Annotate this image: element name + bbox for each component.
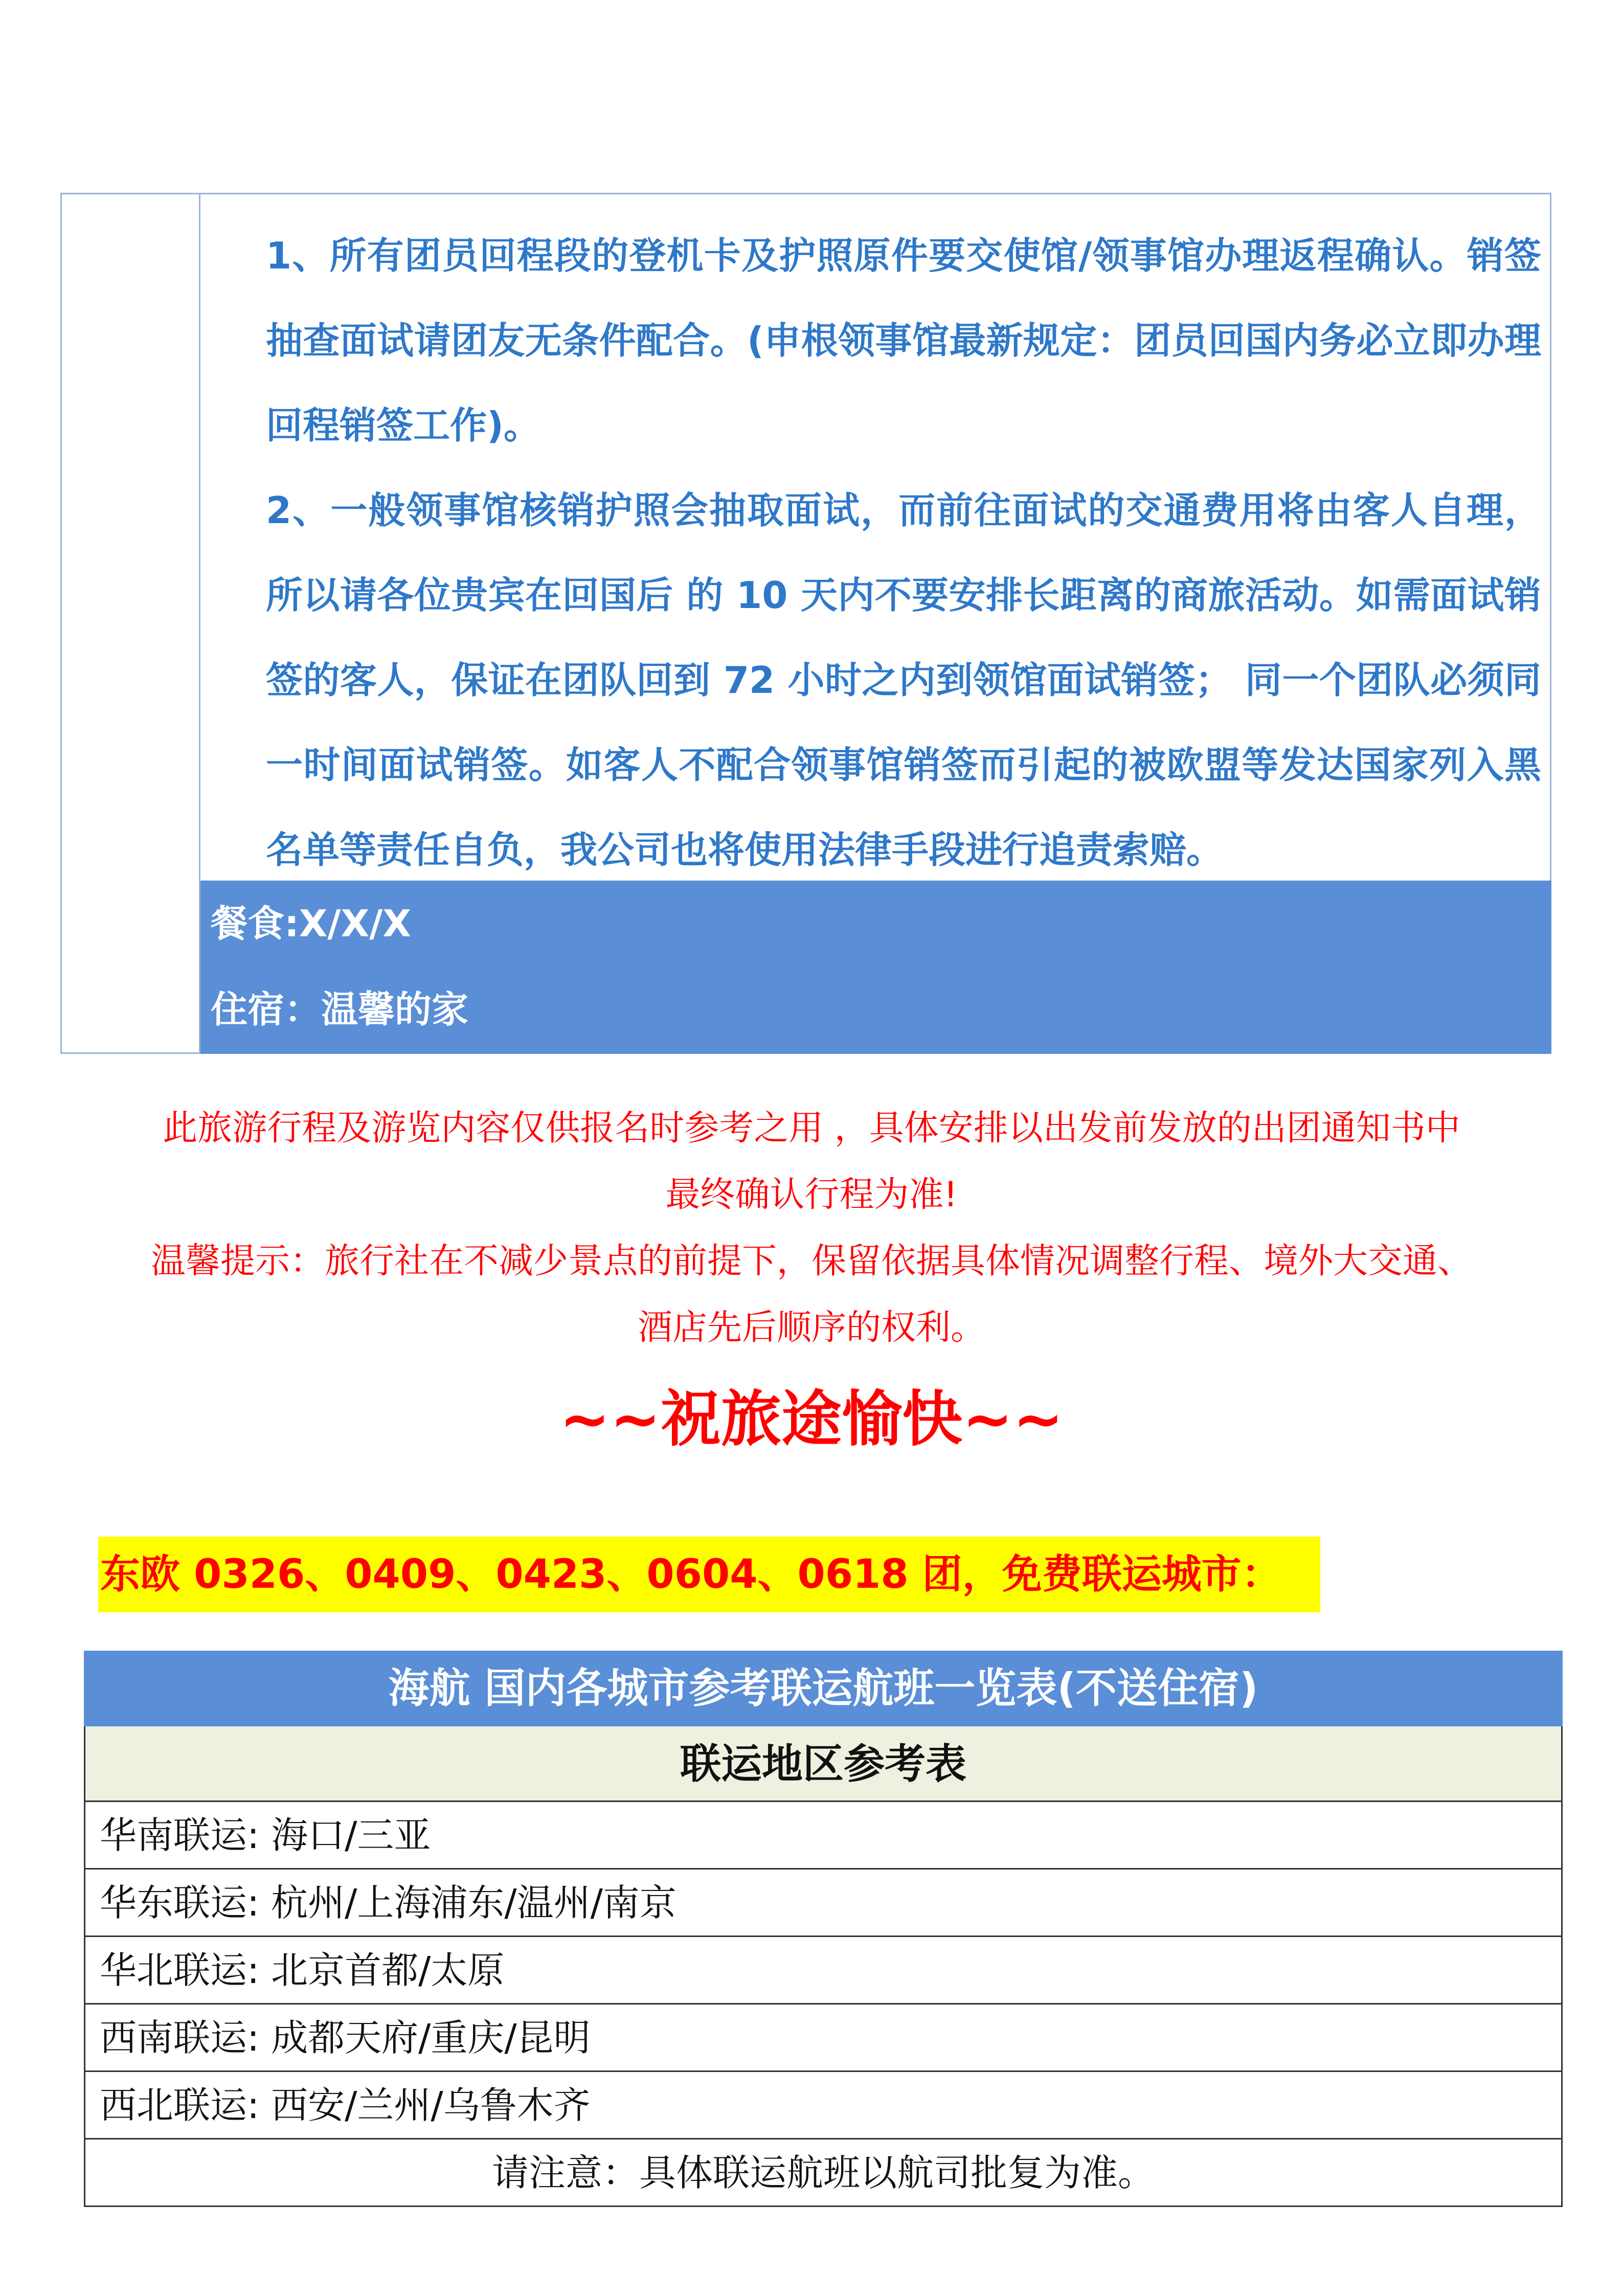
disclaimer-line-4: 酒店先后顺序的权利。 xyxy=(637,1308,985,1348)
region-row-east: 华东联运: 杭州/上海浦东/温州/南京 xyxy=(84,1870,1563,1937)
region-row-northwest: 西北联运: 西安/兰州/乌鲁木齐 xyxy=(84,2072,1563,2140)
visa-note-1: 1、所有团员回程段的登机卡及护照原件要交使馆/领事馆办理返程确认。销签抽查面试请团友无条件配合。(申根领事馆最新规定：团员回国内务必立即办理回程销签工作)。 xyxy=(266,234,1541,447)
free-connection-cities-header: 东欧 0326、0409、0423、0604、0618 团，免费联运城市： xyxy=(98,1537,1320,1612)
lodging-text: 住宿：温馨的家 xyxy=(211,988,469,1031)
region-row-south: 华南联运: 海口/三亚 xyxy=(84,1802,1563,1870)
farewell-text: ~~祝旅途愉快~~ xyxy=(559,1384,1064,1454)
table-note: 请注意：具体联运航班以航司批复为准。 xyxy=(84,2140,1563,2207)
meals-lodging-block xyxy=(200,881,1551,1054)
disclaimer-line-1: 此旅游行程及游览内容仅供报名时参考之用 ，具体安排以出发前发放的出团通知书中 xyxy=(163,1108,1460,1149)
itinerary-day-column xyxy=(60,193,200,1054)
table-title: 海航 国内各城市参考联运航班一览表(不送住宿) xyxy=(84,1651,1563,1726)
region-row-southwest: 西南联运: 成都天府/重庆/昆明 xyxy=(84,2005,1563,2072)
visa-note-2: 2、一般领事馆核销护照会抽取面试，而前往面试的交通费用将由客人自理，所以请各位贵宾在回国后 的 10 天内不要安排长距离的商旅活动。如需面试销签的客人，保证在团队回到 72 小时之内到领馆面试销签； 同一个团队必须同一时间面试销签。如客人不配合领事馆销签而引起的被欧盟等发达国家列入黑名单等责任自负，我公司也将使用法律手段进行追责索赔。 xyxy=(266,489,1541,871)
disclaimer-line-3: 温馨提示：旅行社在不减少景点的前提下，保留依据具体情况调整行程、境外大交通、 xyxy=(150,1241,1472,1281)
meals-text: 餐食:X/X/X xyxy=(211,902,411,945)
table-subtitle: 联运地区参考表 xyxy=(84,1726,1563,1802)
visa-notes-cell xyxy=(200,193,1551,881)
region-row-north: 华北联运: 北京首都/太原 xyxy=(84,1937,1563,2005)
disclaimer-line-2: 最终确认行程为准! xyxy=(665,1175,958,1215)
